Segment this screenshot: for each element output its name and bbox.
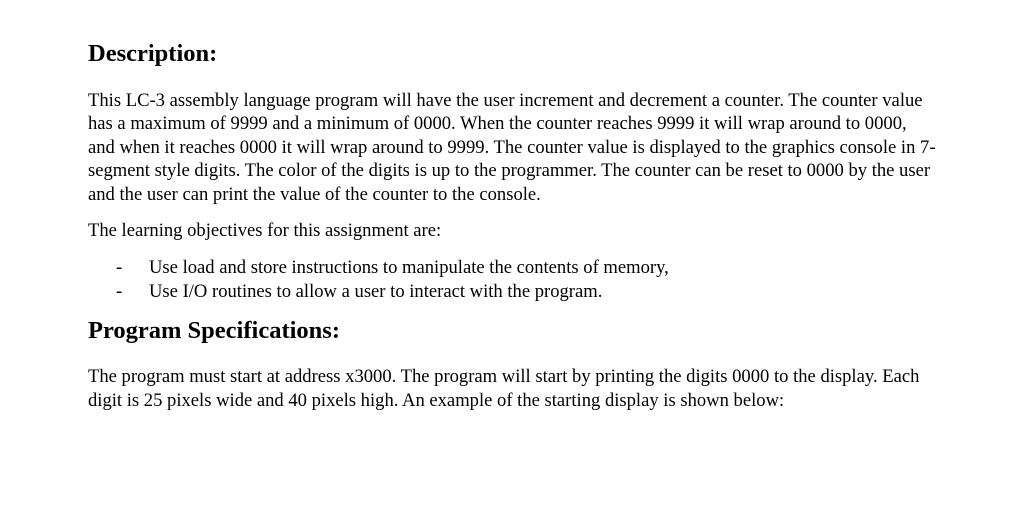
- objective-text: Use I/O routines to allow a user to interact with the program.: [149, 280, 603, 302]
- objectives-intro-text: The learning objectives for this assignment are:: [88, 220, 442, 242]
- description-heading: Description:: [88, 40, 218, 67]
- bullet-dash: -: [116, 280, 123, 302]
- description-paragraph: This LC-3 assembly language program will have the user increment and decrement a counter. The counter value has a maximum of 9999 and a minimum of 0000. When the counter reaches 9999 it will wrap around to 0000, and when it reaches 0000 it will wrap around to 9999. The counter value is displayed to the graphics console in 7-segment style digits. The color of the digits is up to the programmer. The counter can be reset to 0000 by the user and the user can print the value of the counter to the console.: [88, 90, 936, 205]
- bullet-dash: -: [116, 257, 123, 279]
- document-page: [88, 40, 938, 412]
- specifications-heading: Program Specifications:: [88, 317, 340, 345]
- objectives-list: [88, 256, 938, 303]
- list-item: [88, 256, 938, 279]
- objective-text: Use load and store instructions to manipulate the contents of memory,: [149, 257, 669, 279]
- specifications-paragraph: The program must start at address x3000. The program will start by printing the digits 0000 to the display. Each digit is 25 pixels wide and 40 pixels high. An example of the starting display is shown below:: [88, 366, 920, 411]
- list-item: [88, 280, 938, 303]
